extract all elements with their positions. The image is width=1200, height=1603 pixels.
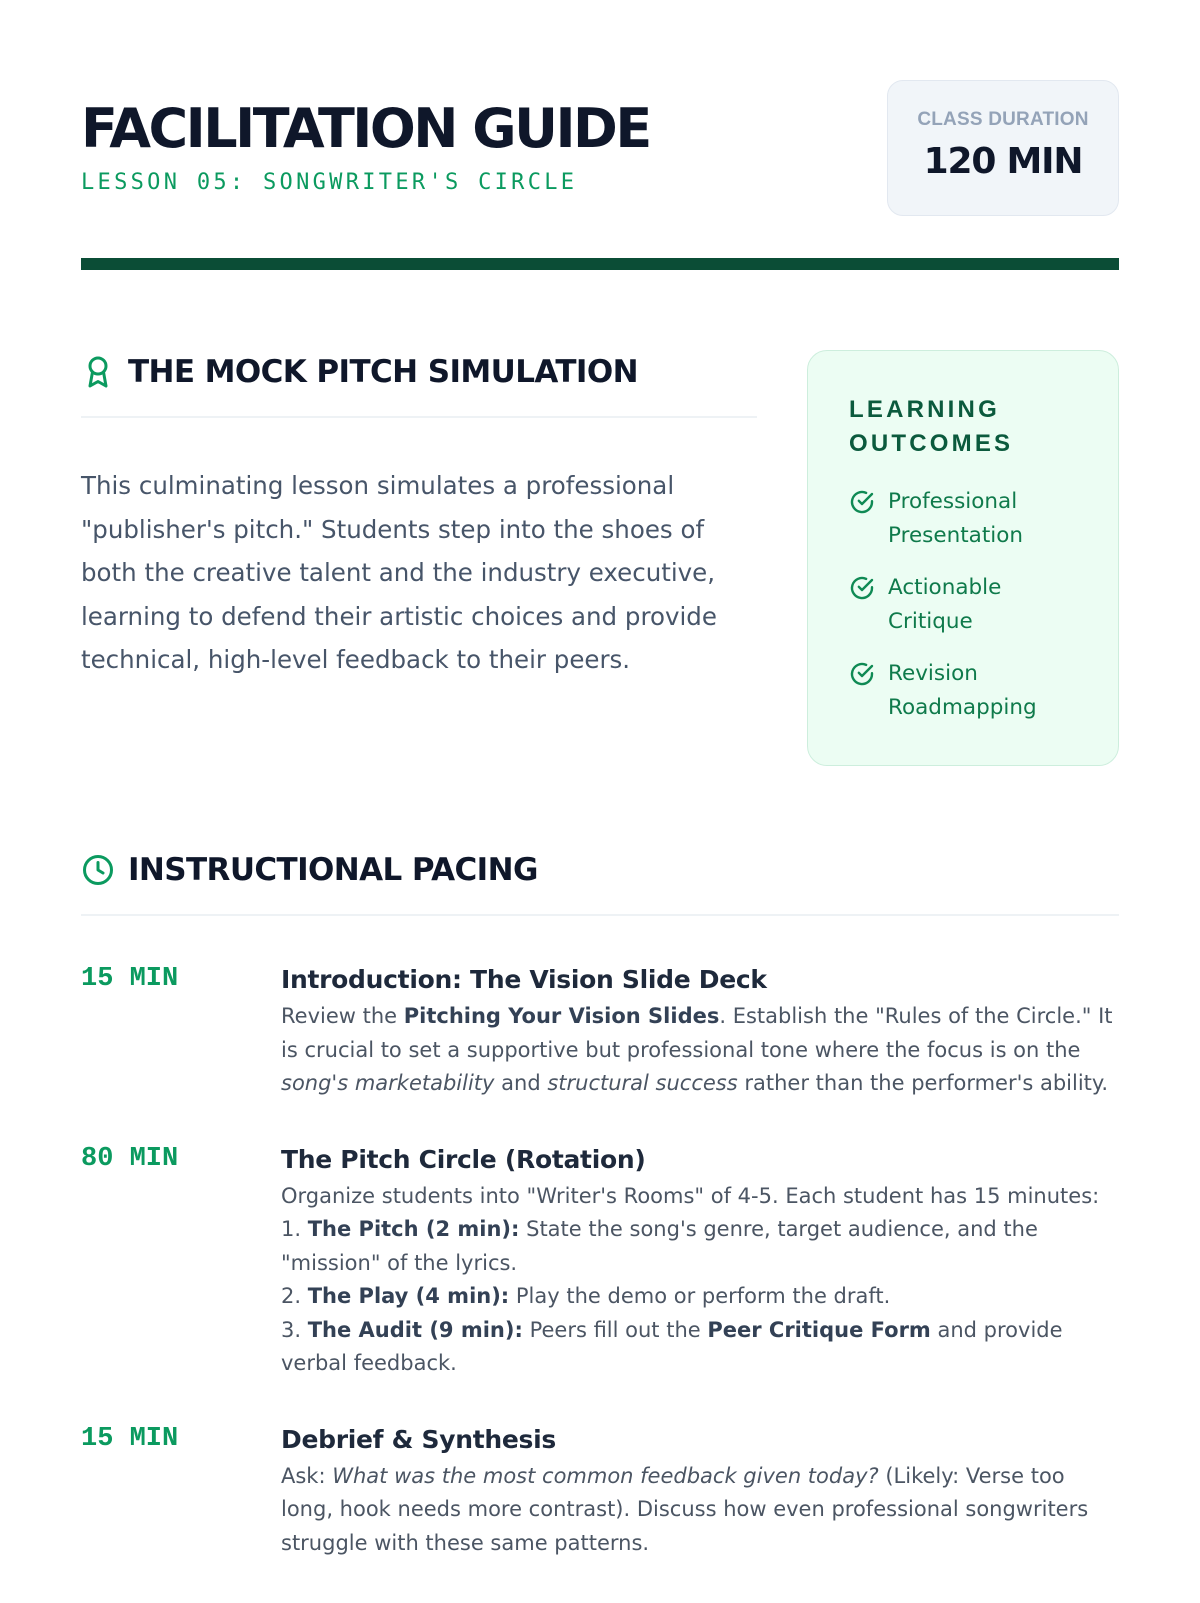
description-text: 2.	[281, 1284, 308, 1308]
learning-outcome-label: Revision Roadmapping	[888, 661, 1037, 720]
instructional-pacing-section	[81, 848, 1119, 1603]
pacing-activity-title: Introduction: The Vision Slide Deck	[281, 965, 767, 994]
pacing-duration: 15 MIN	[81, 1423, 179, 1454]
emphasis-bold: Peer Critique Form	[707, 1317, 931, 1342]
mock-pitch-section	[81, 350, 1119, 770]
section-heading	[81, 350, 757, 394]
description-text: and	[494, 1071, 548, 1095]
emphasis-bold: The Audit (9 min):	[307, 1317, 523, 1342]
check-circle-icon	[849, 489, 875, 515]
pacing-activity-title: Debrief & Synthesis	[281, 1424, 556, 1454]
page-header	[81, 80, 1119, 220]
section-divider	[81, 914, 1119, 916]
emphasis-bold: The Play (4 min):	[307, 1284, 510, 1308]
learning-outcomes-card	[807, 350, 1119, 766]
description-text: Ask:	[281, 1463, 333, 1488]
description-text: 3.	[281, 1317, 308, 1342]
emphasis-bold: Pitching Your Vision Slides	[403, 1004, 720, 1028]
description-text: and provide verbal feedback.	[281, 1317, 1063, 1375]
learning-outcomes-title: LEARNING OUTCOMES	[849, 396, 1014, 457]
pacing-activity-description	[281, 1460, 1119, 1561]
section-divider	[81, 416, 757, 418]
learning-outcomes-list	[849, 485, 1078, 724]
award-ribbon-icon	[81, 355, 115, 389]
section-title: THE MOCK PITCH SIMULATION	[128, 354, 638, 390]
pacing-activity-title: The Pitch Circle (Rotation)	[281, 1144, 646, 1174]
learning-outcome-label: Actionable Critique	[888, 575, 1002, 634]
description-text: Review the	[281, 1004, 404, 1028]
description-text: (Likely: Verse too long, hook needs more contrast). Discuss how even professional songwriters struggle with these same patterns.	[281, 1463, 1089, 1555]
pacing-duration: 15 MIN	[81, 964, 179, 994]
section-heading	[81, 848, 1119, 892]
emphasis-italic: What was the most common feedback given today?	[332, 1463, 879, 1488]
pacing-row	[81, 964, 1119, 1101]
emphasis-italic: structural success	[547, 1071, 738, 1095]
learning-outcome-item	[849, 657, 1078, 724]
class-duration-card	[887, 80, 1119, 216]
section-title: INSTRUCTIONAL PACING	[128, 852, 538, 888]
description-text: . Establish the "Rules of the Circle." It is crucial to set a supportive but professional tone where the focus is on the	[281, 1004, 1113, 1062]
lesson-subtitle: LESSON 05: SONGWRITER'S CIRCLE	[81, 170, 578, 195]
duration-label: CLASS DURATION	[917, 109, 1089, 130]
pacing-activity-description	[281, 1000, 1119, 1101]
description-text: Play the demo or perform the draft.	[509, 1284, 891, 1308]
header-divider	[81, 258, 1119, 270]
overview-paragraph: This culminating lesson simulates a professional "publisher's pitch." Students step into the shoes of both the creative talent and the industry executive, learning to defend their artistic choices and provide technical, high-level feedback to their peers.	[81, 471, 717, 674]
description-text: Organize students into "Writer's Rooms" of 4-5. Each student has 15 minutes:	[281, 1183, 1100, 1208]
duration-value: 120 MIN	[923, 141, 1083, 182]
page-title: FACILITATION GUIDE	[81, 97, 650, 160]
description-text: 1.	[281, 1217, 308, 1241]
check-circle-icon	[849, 575, 875, 601]
check-circle-icon	[849, 661, 875, 687]
emphasis-italic: song's marketability	[281, 1071, 495, 1095]
description-text: rather than the performer's ability.	[737, 1071, 1109, 1095]
description-text: Peers fill out the	[522, 1317, 708, 1342]
learning-outcome-item	[849, 571, 1078, 638]
learning-outcome-label: Professional Presentation	[888, 489, 1024, 548]
emphasis-bold: The Pitch (2 min):	[307, 1217, 520, 1241]
learning-outcome-item	[849, 485, 1078, 552]
overview-column	[81, 350, 757, 682]
pacing-row	[81, 1144, 1119, 1381]
pacing-activity-description	[281, 1180, 1119, 1381]
pacing-duration: 80 MIN	[81, 1143, 179, 1174]
pacing-row	[81, 1424, 1119, 1561]
clock-icon	[81, 853, 115, 887]
pacing-timeline	[81, 964, 1119, 1560]
description-text: State the song's genre, target audience, and the "mission" of the lyrics.	[281, 1217, 1038, 1275]
